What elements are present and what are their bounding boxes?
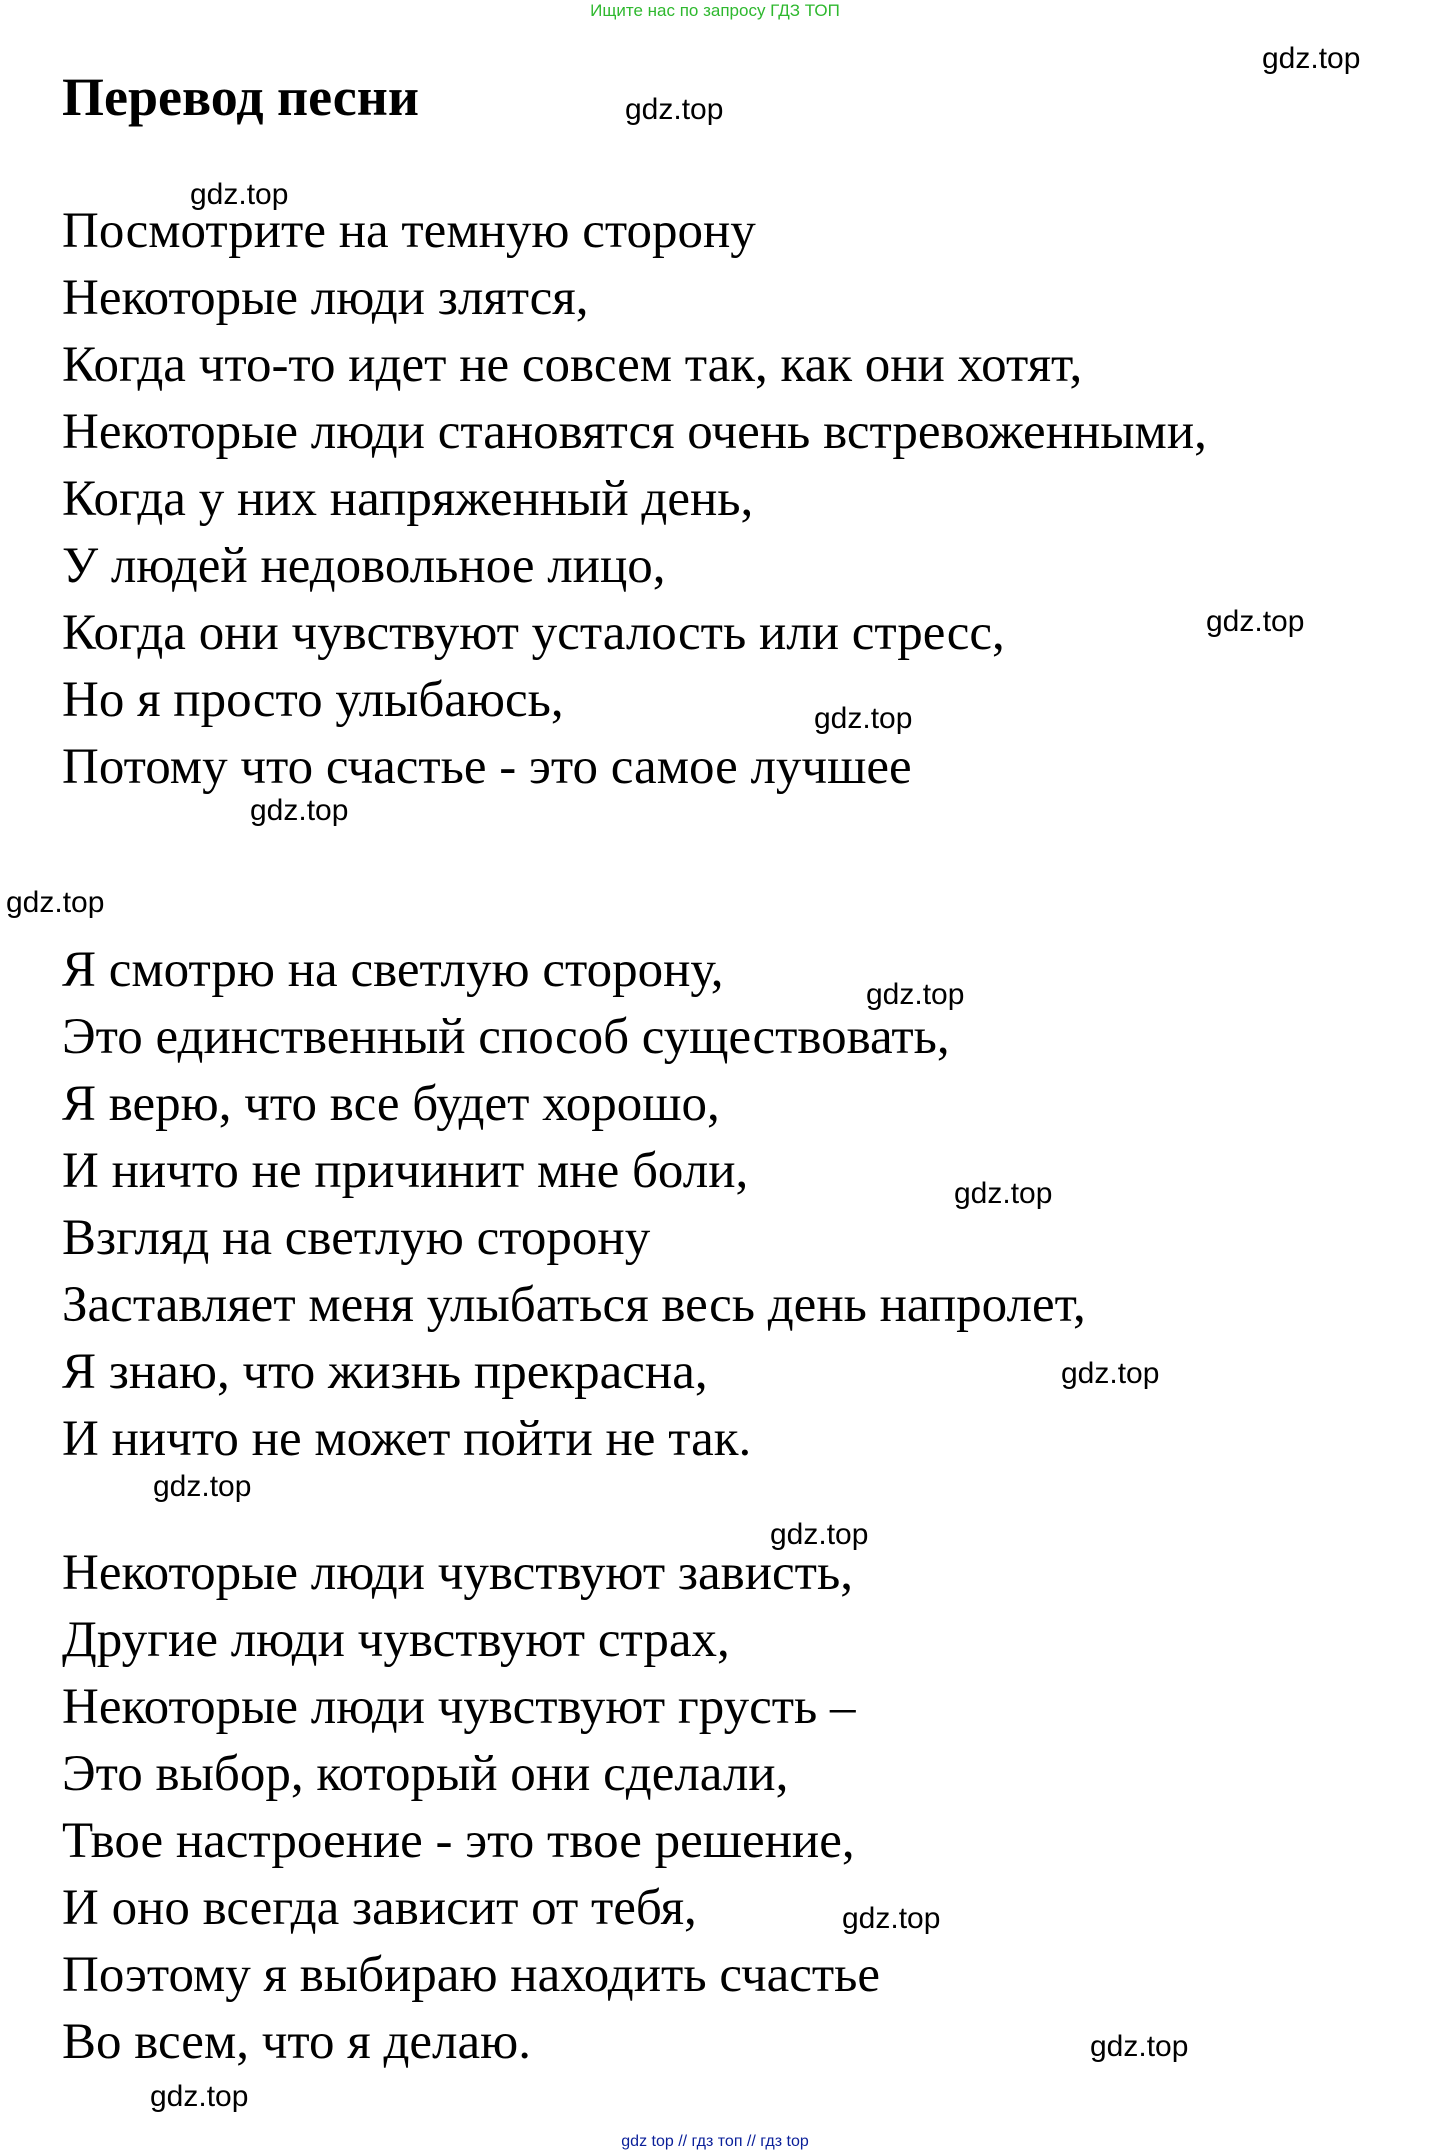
- stanza-line: Это единственный способ существовать,: [62, 1009, 950, 1065]
- stanza-line: Заставляет меня улыбаться весь день напролет,: [62, 1277, 1086, 1333]
- stanza-line: Когда они чувствуют усталость или стресс,: [62, 605, 1005, 661]
- stanza-line: И оно всегда зависит от тебя,: [62, 1880, 697, 1936]
- watermark: gdz.top: [6, 886, 105, 919]
- watermark: gdz.top: [866, 978, 965, 1011]
- stanza-line: Некоторые люди злятся,: [62, 270, 589, 326]
- stanza-1: [62, 198, 1207, 801]
- stanza-line: Я смотрю на светлую сторону,: [62, 942, 724, 998]
- stanza-line: Некоторые люди чувствуют зависть,: [62, 1545, 853, 1601]
- watermark: gdz.top: [770, 1518, 869, 1551]
- watermark: gdz.top: [150, 2080, 249, 2113]
- stanza-3: [62, 1540, 880, 2076]
- watermark: gdz.top: [814, 702, 913, 735]
- stanza-line: Поэтому я выбираю находить счастье: [62, 1947, 881, 2003]
- stanza-line: Это выбор, который они сделали,: [62, 1746, 789, 1802]
- watermark: gdz.top: [625, 93, 724, 126]
- watermark: gdz.top: [954, 1177, 1053, 1210]
- watermark: gdz.top: [153, 1470, 252, 1503]
- stanza-line: Посмотрите на темную сторону: [62, 203, 756, 259]
- stanza-2: [62, 937, 1086, 1473]
- stanza-line: И ничто не может пойти не так.: [62, 1411, 752, 1467]
- watermark: gdz.top: [1262, 42, 1361, 75]
- stanza-line: Некоторые люди становятся очень встревоженными,: [62, 404, 1207, 460]
- stanza-line: Я знаю, что жизнь прекрасна,: [62, 1344, 708, 1400]
- stanza-line: Твое настроение - это твое решение,: [62, 1813, 855, 1869]
- bottom-footer: gdz top // гдз топ // гдз top: [621, 2133, 809, 2150]
- watermark: gdz.top: [1090, 2030, 1189, 2063]
- stanza-line: Когда что-то идет не совсем так, как они хотят,: [62, 337, 1083, 393]
- stanza-line: Когда у них напряженный день,: [62, 471, 754, 527]
- stanza-line: Некоторые люди чувствуют грусть –: [62, 1679, 856, 1735]
- stanza-line: Другие люди чувствуют страх,: [62, 1612, 730, 1668]
- watermark: gdz.top: [1061, 1357, 1160, 1390]
- page-title: Перевод песни: [62, 67, 419, 127]
- watermark: gdz.top: [190, 178, 289, 211]
- watermark: gdz.top: [842, 1902, 941, 1935]
- stanza-line: Во всем, что я делаю.: [62, 2014, 531, 2070]
- stanza-line: Взгляд на светлую сторону: [62, 1210, 651, 1266]
- stanza-line: Но я просто улыбаюсь,: [62, 672, 564, 728]
- watermark: gdz.top: [1206, 605, 1305, 638]
- stanza-line: У людей недовольное лицо,: [62, 538, 666, 594]
- stanza-line: Я верю, что все будет хорошо,: [62, 1076, 720, 1132]
- top-banner: Ищите нас по запросу ГДЗ ТОП: [590, 1, 840, 20]
- stanza-line: И ничто не причинит мне боли,: [62, 1143, 749, 1199]
- watermark: gdz.top: [250, 794, 349, 827]
- stanza-line: Потому что счастье - это самое лучшее: [62, 739, 912, 795]
